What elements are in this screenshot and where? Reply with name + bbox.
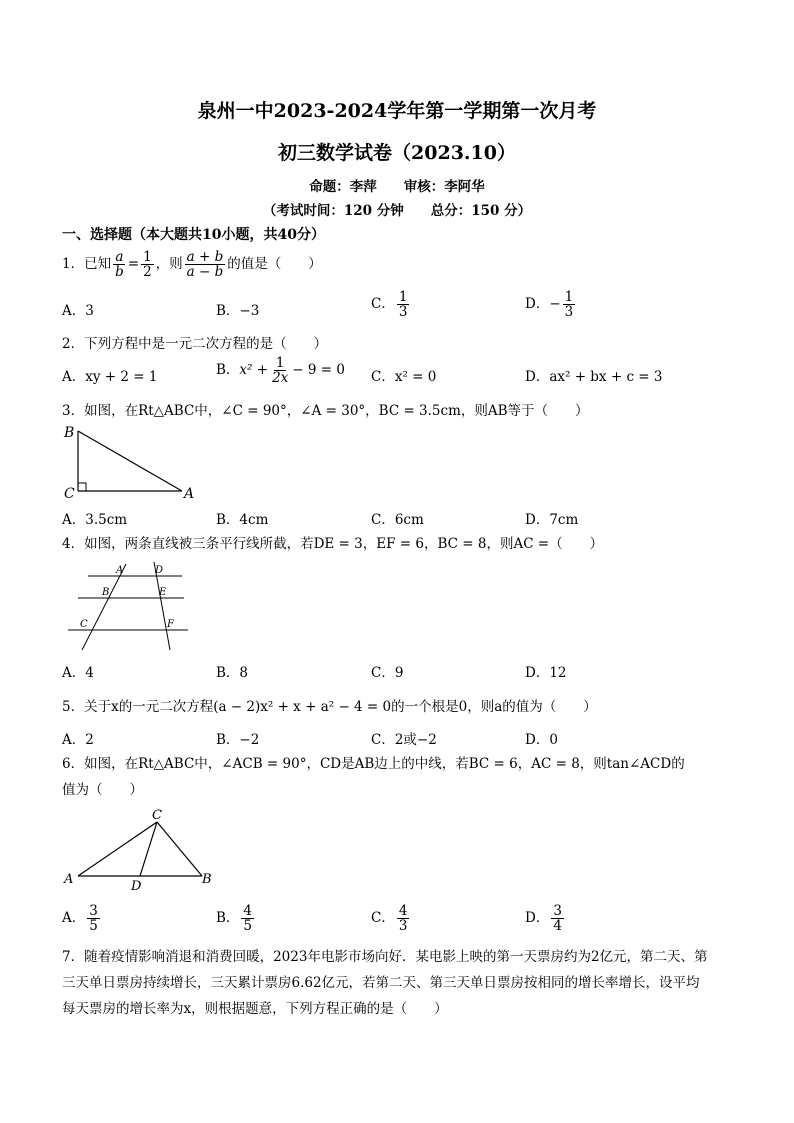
q1-frac2-den: 2	[143, 264, 152, 281]
q5-option-d: D．0	[525, 732, 558, 748]
q1-frac3-den: a − b	[186, 264, 224, 281]
q1-frac-expr	[185, 250, 226, 279]
q1-option-b: B．−3	[216, 303, 260, 319]
question-7-line2: 三天单日票房持续增长，三天累计票房6.62亿元，若第二天、第三天单日票房按相同的增长率增长，设平均	[62, 975, 700, 991]
q6-optd-den: 4	[553, 918, 562, 935]
q1-frac-half	[141, 250, 154, 279]
q6-optd-num: 3	[553, 903, 562, 919]
q2-optb-label: B．	[216, 362, 240, 379]
q3-option-a: A．3.5cm	[62, 512, 128, 528]
q2-option-a: A．xy + 2 = 1	[62, 369, 158, 385]
q2-optb-num: 1	[275, 355, 285, 371]
q1-optc-num: 1	[398, 289, 408, 305]
q3-option-c: C．6cm	[371, 512, 424, 528]
q3-option-d: D．7cm	[525, 512, 579, 528]
q1-prefix: 1．已知	[62, 256, 112, 273]
q4-option-d: D．12	[525, 665, 567, 681]
q1-eq: =	[127, 256, 140, 273]
q6-opta-den: 5	[89, 918, 98, 935]
q5-option-c: C．2或−2	[371, 732, 437, 748]
q2-optb-den: 2x	[272, 370, 289, 387]
section-heading: 一、选择题（本大题共10小题，共40分）	[62, 227, 325, 243]
q2-optb-post: − 9 = 0	[292, 362, 345, 379]
q3-label-b: B	[64, 425, 75, 441]
q6-label-b: B	[202, 872, 212, 887]
q2-optb-pre: x² +	[239, 362, 269, 379]
q6-optb-num: 4	[243, 903, 253, 919]
q4-label-a: A	[116, 565, 124, 576]
q6-median-cd	[140, 822, 157, 876]
q1-option-c	[371, 290, 411, 319]
q6-optc-label: C．	[371, 910, 395, 927]
q4-parallel-lines-figure	[60, 558, 200, 654]
q6-optb-den: 5	[243, 918, 253, 935]
q4-option-c: C．9	[371, 665, 404, 681]
q6-label-c: C	[152, 808, 162, 823]
q1-option-d	[525, 290, 577, 319]
q6-side-ac	[78, 822, 157, 876]
q3-right-angle-mark	[78, 483, 86, 491]
q2-option-c: C．x² = 0	[371, 369, 437, 385]
q3-label-a: A	[184, 486, 195, 502]
q6-option-b	[216, 904, 256, 933]
q1-option-d-label: D．−	[525, 296, 561, 313]
question-6-stem-line2: 值为（ ）	[62, 782, 143, 798]
q6-optb-label: B．	[216, 910, 240, 927]
q6-label-d: D	[131, 879, 142, 892]
q6-triangle-median-figure	[60, 804, 220, 892]
question-4-stem: 4．如图，两条直线被三条平行线所截，若DE = 3，EF = 6，BC = 8，则AC =（ ）	[62, 536, 604, 552]
q1-frac-a-b	[113, 250, 126, 279]
q3-right-triangle-figure	[60, 422, 200, 502]
exam-subtitle: 初三数学试卷（2023.10）	[278, 142, 516, 164]
q6-optc-den: 3	[398, 918, 408, 935]
q4-label-d: D	[155, 565, 164, 576]
question-7-line1: 7．随着疫情影响消退和消费回暖，2023年电影市场向好．某电影上映的第一天票房约为2亿元，第二天、第	[62, 949, 708, 965]
q1-suffix: 的值是（ ）	[227, 256, 322, 273]
question-2-stem: 2．下列方程中是一元二次方程的是（ ）	[62, 336, 328, 352]
exam-info: （考试时间：120 分钟 总分：150 分）	[262, 203, 532, 219]
q4-transversal-1	[82, 564, 126, 650]
q4-label-b: B	[102, 587, 110, 598]
q3-side-ab	[78, 431, 182, 491]
q1-frac2-num: 1	[143, 249, 152, 265]
q4-label-f: F	[167, 619, 174, 630]
q1-optc-den: 3	[398, 304, 408, 321]
question-7-line3: 每天票房的增长率为x，则根据题意，下列方程正确的是（ ）	[62, 1001, 448, 1017]
question-6-stem-line1: 6．如图，在Rt△ABC中，∠ACB = 90°，CD是AB边上的中线，若BC = 6，AC = 8，则tan∠ACD的	[62, 756, 685, 772]
q1-frac1-num: a	[115, 249, 124, 265]
q3-label-c: C	[64, 486, 75, 502]
exam-authors: 命题：李萍 审核：李阿华	[309, 179, 485, 195]
q1-frac1-den: b	[115, 264, 124, 281]
q6-option-c	[371, 904, 411, 933]
exam-title: 泉州一中2023-2024学年第一学期第一次月考	[197, 100, 597, 122]
question-5-stem: 5．关于x的一元二次方程(a − 2)x² + x + a² − 4 = 0的一个根是0，则a的值为（ ）	[62, 699, 597, 715]
question-1-stem	[62, 250, 322, 279]
q4-label-c: C	[80, 619, 88, 630]
q6-option-d	[525, 904, 566, 933]
question-3-stem: 3．如图，在Rt△ABC中，∠C = 90°，∠A = 30°，BC = 3.5cm，则AB等于（ ）	[62, 403, 589, 419]
q6-side-cb	[157, 822, 202, 876]
q5-option-a: A．2	[62, 732, 94, 748]
q4-label-e: E	[159, 587, 167, 598]
q6-opta-label: A．	[62, 910, 86, 927]
q6-optd-label: D．	[525, 910, 550, 927]
q6-opta-num: 3	[89, 903, 98, 919]
q2-option-d: D．ax² + bx + c = 3	[525, 369, 663, 385]
q1-optd-num: 1	[564, 289, 574, 305]
q2-option-b	[216, 356, 345, 385]
q1-optd-den: 3	[564, 304, 574, 321]
q1-option-a: A．3	[62, 303, 94, 319]
q4-option-a: A．4	[62, 665, 94, 681]
q5-option-b: B．−2	[216, 732, 260, 748]
q6-label-a: A	[64, 872, 74, 887]
q6-optc-num: 4	[398, 903, 408, 919]
q1-frac3-num: a + b	[186, 249, 224, 265]
q3-option-b: B．4cm	[216, 512, 269, 528]
q4-option-b: B．8	[216, 665, 249, 681]
q6-option-a	[62, 904, 102, 933]
q1-mid: ，则	[155, 256, 183, 273]
q1-option-c-label: C．	[371, 296, 395, 313]
